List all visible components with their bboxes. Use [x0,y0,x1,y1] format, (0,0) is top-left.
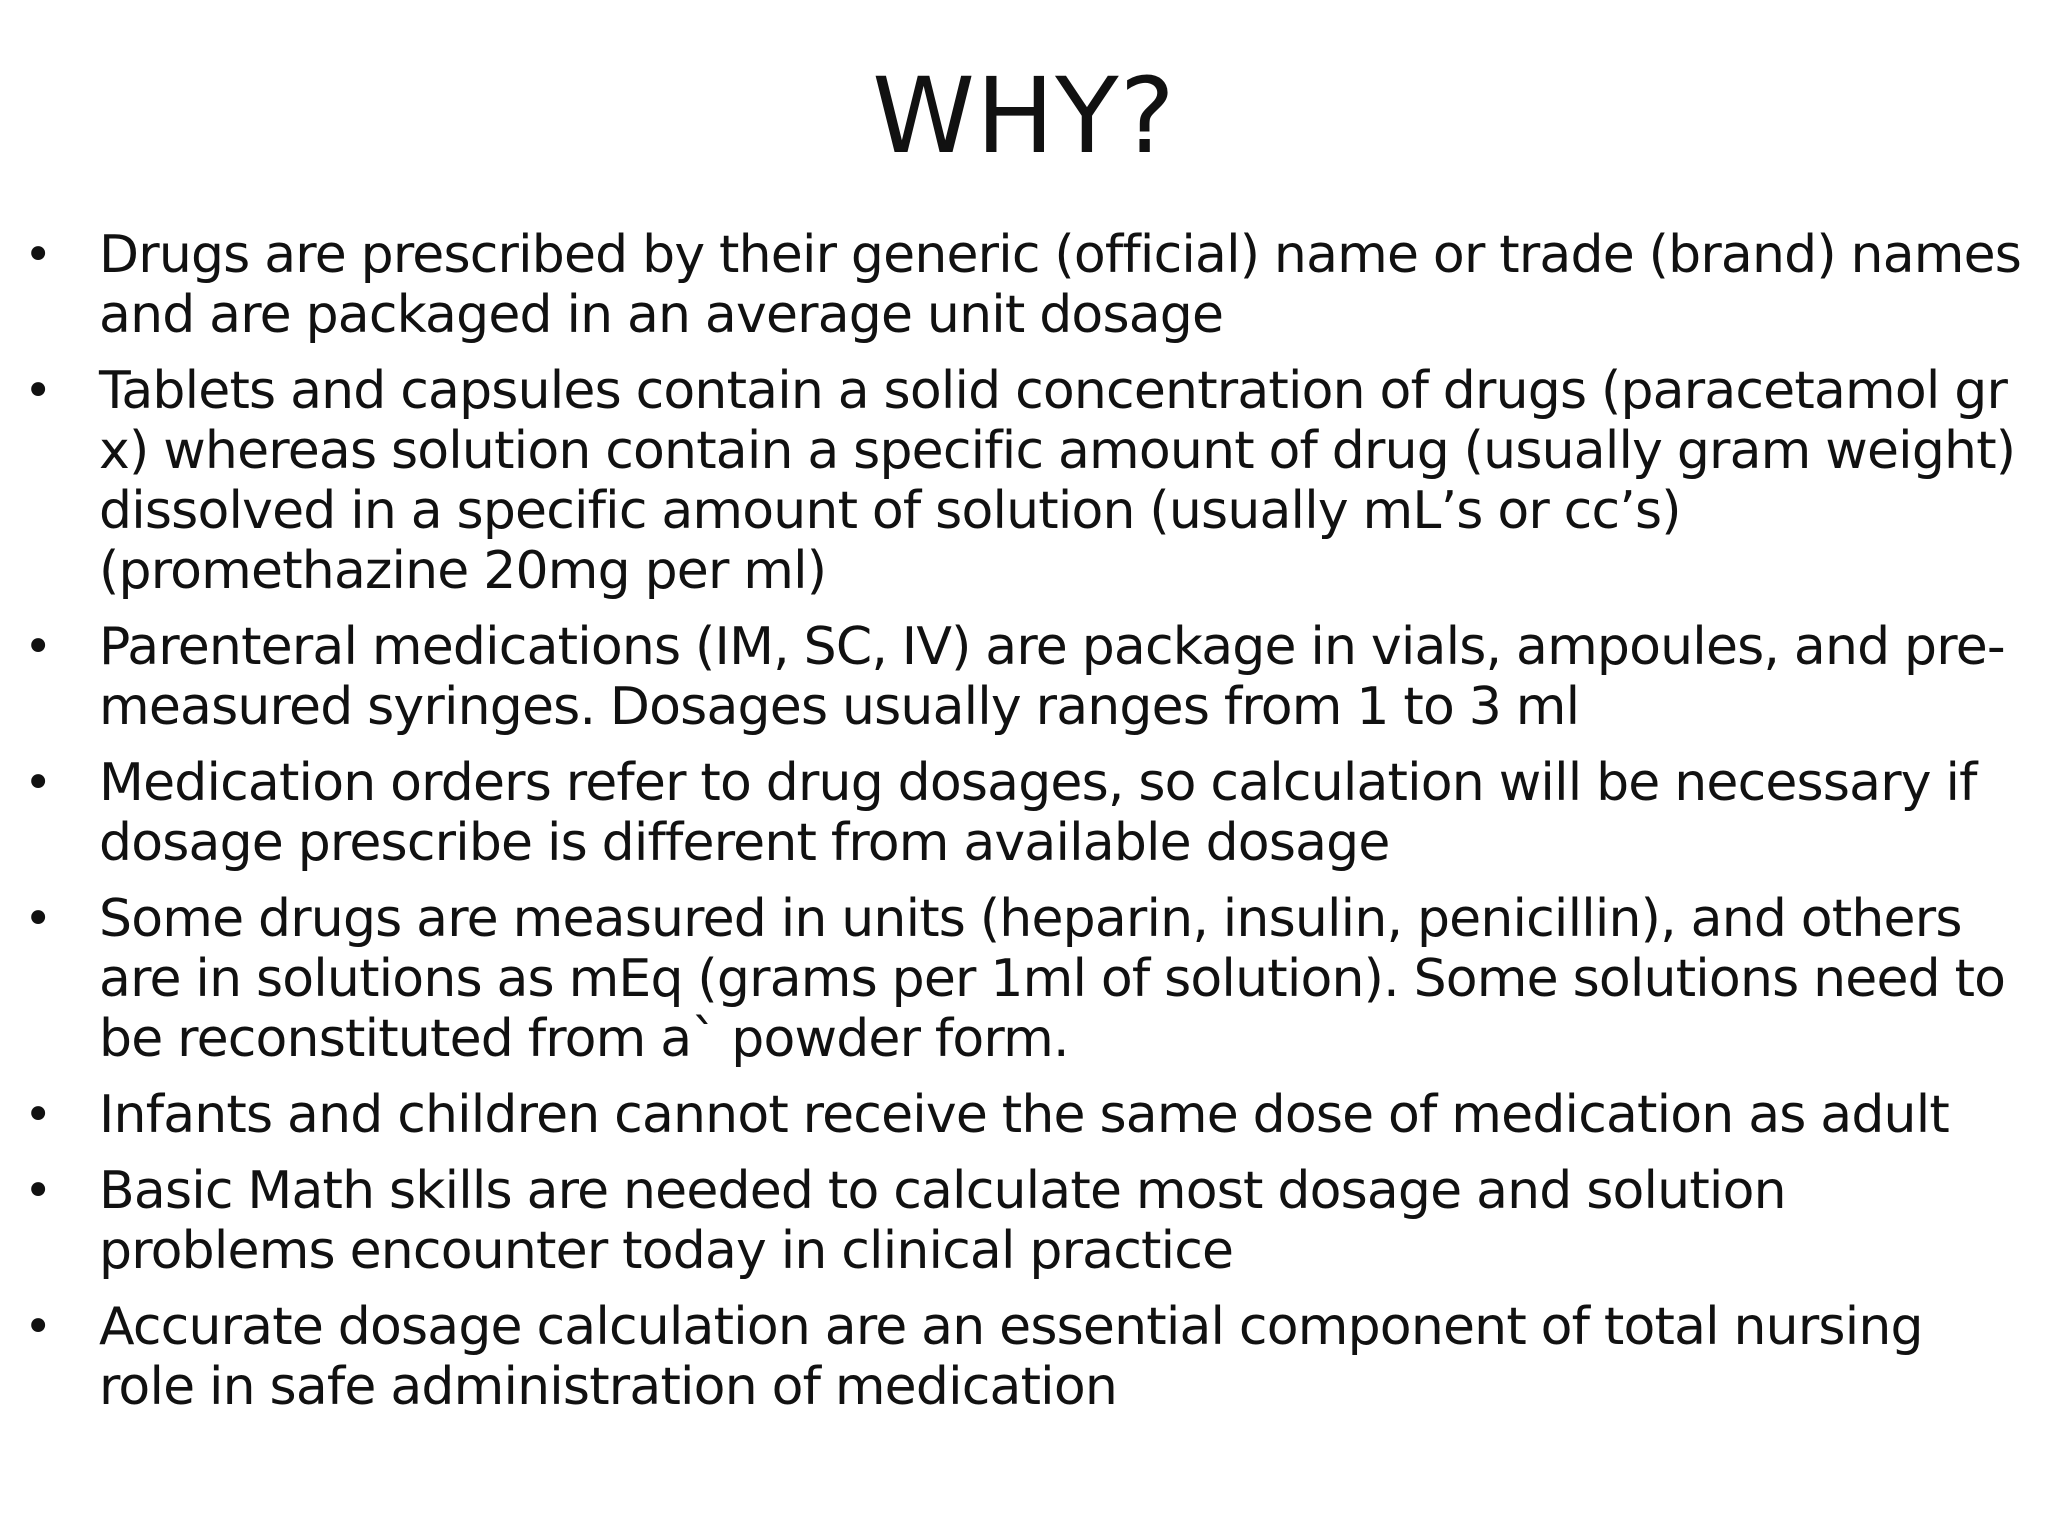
slide-title: WHY? [872,55,1176,177]
bullet-text-line: and are packaged in an average unit dosage [99,285,1224,345]
bullet-text-line: Drugs are prescribed by their generic (official) name or trade (brand) names [99,225,2022,285]
bullet-text-line: x) whereas solution contain a specific amount of drug (usually gram weight) [99,421,2016,481]
bullet-text-line: problems encounter today in clinical practice [99,1221,1234,1281]
bullet-text-line: Some drugs are measured in units (heparin, insulin, penicillin), and others [99,889,1962,949]
bullet-text-line: role in safe administration of medication [99,1357,1117,1417]
bullet-text-line: Medication orders refer to drug dosages, so calculation will be necessary if [99,753,1977,813]
bullet-item [24,1161,2034,1281]
bullet-icon: • [24,363,52,419]
bullet-item [24,361,2034,601]
bullet-item [24,225,2034,345]
bullet-icon: • [24,755,52,811]
bullet-text-line: Parenteral medications (IM, SC, IV) are package in vials, ampoules, and pre- [99,617,2005,677]
bullet-text-line: Tablets and capsules contain a solid concentration of drugs (paracetamol gr [99,361,2008,421]
bullet-text-line: measured syringes. Dosages usually ranges from 1 to 3 ml [99,677,1580,737]
bullet-item [24,753,2034,873]
bullet-icon: • [24,1299,52,1355]
bullet-icon: • [24,891,52,947]
bullet-item [24,889,2034,1069]
bullet-text-line: dissolved in a specific amount of solution (usually mL’s or cc’s) [99,481,1681,541]
bullet-text-line: be reconstituted from a` powder form. [99,1009,1069,1069]
bullet-icon: • [24,227,52,283]
bullet-text-line: (promethazine 20mg per ml) [99,541,827,601]
bullet-icon: • [24,1163,52,1219]
bullet-icon: • [24,619,52,675]
bullet-text-line: are in solutions as mEq (grams per 1ml of solution). Some solutions need to [99,949,2006,1009]
bullet-text-line: Accurate dosage calculation are an essential component of total nursing [99,1297,1923,1357]
bullet-item [24,1085,2034,1145]
bullet-text-line: Basic Math skills are needed to calculate most dosage and solution [99,1161,1786,1221]
bullet-list [24,225,2034,1433]
bullet-text-line: dosage prescribe is different from available dosage [99,813,1390,873]
bullet-text-line: Infants and children cannot receive the same dose of medication as adult [99,1085,1949,1145]
bullet-item [24,1297,2034,1417]
bullet-icon: • [24,1087,52,1143]
bullet-item [24,617,2034,737]
